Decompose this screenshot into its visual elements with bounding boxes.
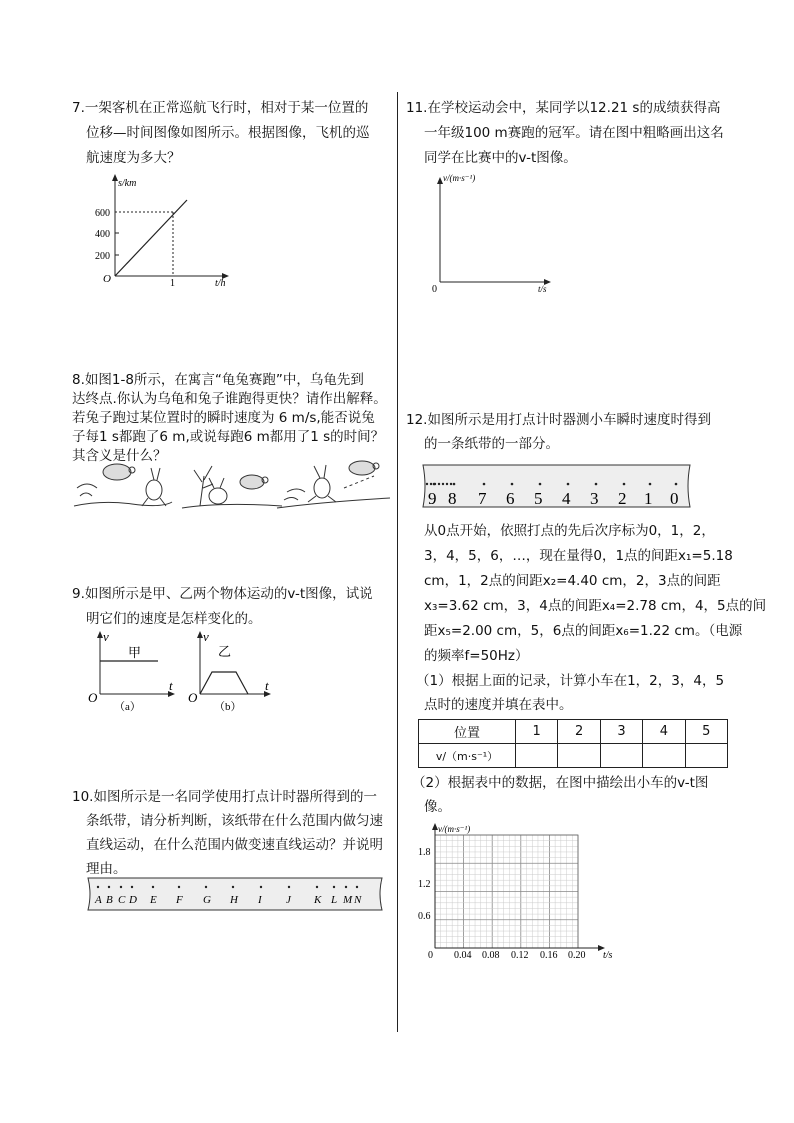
q12-cluster-dot [438, 483, 440, 485]
q12-number-6: 6 [506, 489, 515, 508]
q7-plot-line [115, 200, 187, 276]
q12-ytick-1.2: 1.2 [418, 879, 431, 890]
q7-x-label: t/h [215, 278, 226, 287]
q12-number-5: 5 [534, 489, 543, 508]
q10-letter-E: E [150, 894, 157, 906]
q12-desc-4: x₃=3.62 cm，3，4点的间距x₄=2.78 cm，4，5点的间 [424, 598, 767, 614]
q7-line-2: 位移—时间图像如图所示。根据图像，飞机的巡 [86, 125, 370, 141]
q12-dot-7 [483, 483, 486, 486]
q11-line-2: 一年级100 m赛跑的冠军。请在图中粗略画出这名 [424, 125, 724, 141]
q12-dot-2 [623, 483, 626, 486]
q8-line-5: 其含义是什么？ [72, 448, 167, 464]
q12-part1-line-2: 点时的速度并填在表中。 [424, 697, 573, 713]
q7-ytick-600: 600 [95, 208, 110, 219]
q9b-caption: （b） [214, 701, 242, 713]
q9a-label: 甲 [128, 645, 142, 660]
q12-dot-0 [675, 483, 678, 486]
q8-panel-2 [182, 466, 282, 508]
q10-line-3: 直线运动，在什么范围内做变速直线运动？并说明 [86, 837, 383, 853]
q12-graph-paper [435, 835, 578, 948]
q12-desc-6: 的频率f=50Hz） [424, 648, 529, 664]
q8-tortoise-hare-illustration [72, 458, 392, 516]
q9b-v-label: v [203, 629, 209, 644]
q10-dot-E [152, 886, 154, 888]
q10-dot-B [108, 886, 110, 888]
q11-line-1: 11.在学校运动会中，某同学以12.21 s的成绩获得高 [406, 100, 721, 116]
q12-dot-6 [511, 483, 514, 486]
q12-ytick-1.8: 1.8 [418, 847, 431, 858]
q7-line-3: 航速度为多大？ [86, 150, 181, 166]
q12-y-label: v/(m·s⁻¹) [438, 824, 471, 834]
q12-desc-2: 3，4，5，6，…，现在量得0，1点的间距x₁=5.18 [424, 548, 733, 564]
q12-cluster-dot [426, 483, 428, 485]
q12-cluster-dot [442, 483, 444, 485]
q12-line-2: 的一条纸带的一部分。 [424, 436, 559, 452]
q10-letter-M: M [343, 894, 353, 906]
q12-table-cell-3[interactable] [600, 744, 642, 768]
q11-y-label: v/(m·s⁻¹) [443, 173, 476, 183]
q12-table-cell-4[interactable] [643, 744, 685, 768]
q8-panel-3 [277, 461, 390, 508]
q9b-t-label: t [265, 678, 269, 693]
q10-letter-D: D [129, 894, 137, 906]
q9a-origin: O [88, 690, 98, 705]
q9a-caption: （a） [114, 701, 141, 713]
q12-velocity-time-grid-graph [418, 818, 623, 963]
q12-table-cell-5[interactable] [685, 744, 727, 768]
q10-letter-G: G [203, 894, 211, 906]
q12-table-row-label: v/（m·s⁻¹） [419, 744, 516, 768]
q12-number-8: 8 [448, 489, 457, 508]
q10-letter-C: C [118, 894, 126, 906]
q10-dot-A [97, 886, 99, 888]
q12-cluster-dot [430, 483, 432, 485]
q12-table-header-3: 3 [600, 720, 642, 744]
q10-dot-H [232, 886, 234, 888]
q11-velocity-time-graph [428, 170, 558, 295]
q10-paper-tape [86, 874, 388, 914]
q10-dot-L [333, 886, 335, 888]
q9-graph-b [188, 628, 288, 718]
q12-desc-3: cm，1，2点的间距x₂=4.40 cm，2，3点的间距 [424, 573, 721, 589]
q8-line-3: 若兔子跑过某位置时的瞬时速度为 6 m/s,能否说兔 [72, 410, 375, 426]
q12-number-7: 7 [478, 489, 487, 508]
q12-dot-1 [649, 483, 652, 486]
q7-displacement-time-graph [95, 172, 245, 287]
q10-dot-D [131, 886, 133, 888]
q9b-origin: O [188, 690, 198, 705]
q7-origin: O [103, 273, 111, 285]
q12-number-4: 4 [562, 489, 571, 508]
q9b-label: 乙 [218, 644, 232, 659]
q12-cluster-dot [450, 483, 452, 485]
q11-line-3: 同学在比赛中的v-t图像。 [424, 150, 577, 166]
q9-line-2: 明它们的速度是怎样变化的。 [86, 611, 262, 627]
q12-dot-4 [567, 483, 570, 486]
q12-table-cell-1[interactable] [516, 744, 558, 768]
q12-paper-tape [420, 462, 696, 510]
q12-table-header-2: 2 [558, 720, 600, 744]
q12-xtick-0.04: 0.04 [454, 950, 472, 961]
q7-line-1: 7.一架客机在正常巡航飞行时，相对于某一位置的 [72, 100, 369, 116]
q9b-plot-line [200, 672, 248, 694]
q12-dot-5 [539, 483, 542, 486]
q12-part2-line-1: （2）根据表中的数据，在图中描绘出小车的v-t图 [412, 775, 709, 791]
q8-line-2: 达终点.你认为乌龟和兔子谁跑得更快？请作出解释。 [72, 391, 387, 407]
q10-dot-J [288, 886, 290, 888]
q10-letter-B: B [106, 894, 113, 906]
q12-number-2: 2 [618, 489, 627, 508]
q10-letter-I: I [258, 894, 262, 906]
q8-panel-1 [74, 464, 172, 506]
q12-desc-1: 从0点开始，依照打点的先后次序标为0，1，2， [424, 523, 715, 539]
q7-y-label: s/km [118, 178, 137, 189]
q12-number-0: 0 [670, 489, 679, 508]
q10-dot-N [356, 886, 358, 888]
q12-table-header-1: 1 [516, 720, 558, 744]
q10-dot-G [205, 886, 207, 888]
q12-velocity-table [418, 719, 728, 768]
q12-part1-line-1: （1）根据上面的记录，计算小车在1，2，3，4，5 [416, 673, 725, 689]
q12-part2-line-2: 像。 [424, 799, 451, 815]
q8-line-1: 8.如图1-8所示，在寓言“龟兔赛跑”中，乌龟先到 [72, 372, 364, 388]
q10-dot-I [260, 886, 262, 888]
q12-xtick-0.12: 0.12 [511, 950, 529, 961]
q10-letter-K: K [314, 894, 322, 906]
column-divider [397, 92, 398, 1032]
q12-line-1: 12.如图所示是用打点计时器测小车瞬时速度时得到 [406, 412, 711, 428]
q10-dot-C [120, 886, 122, 888]
q10-letter-A: A [95, 894, 102, 906]
q12-table-header-position: 位置 [419, 720, 516, 744]
q12-table-header-4: 4 [643, 720, 685, 744]
q12-table-cell-2[interactable] [558, 744, 600, 768]
q10-line-1: 10.如图所示是一名同学使用打点计时器所得到的一 [72, 789, 377, 805]
q10-dot-K [316, 886, 318, 888]
q7-ytick-200: 200 [95, 251, 110, 262]
q12-number-1: 1 [644, 489, 653, 508]
q10-letter-L: L [331, 894, 338, 906]
q12-number-9: 9 [428, 489, 437, 508]
q10-letter-H: H [230, 894, 238, 906]
q8-line-4: 子每1 s都跑了6 m,或说每跑6 m都用了1 s的时间？ [72, 429, 385, 445]
q12-x-label: t/s [603, 950, 613, 961]
q12-ytick-0.6: 0.6 [418, 911, 431, 922]
q10-line-4: 理由。 [86, 861, 127, 877]
q9a-v-label: v [103, 629, 109, 644]
q12-dot-9 [433, 483, 436, 486]
q9-line-1: 9.如图所示是甲、乙两个物体运动的v-t图像，试说 [72, 586, 373, 602]
q12-origin: 0 [428, 950, 433, 961]
q12-table-velocity-row [419, 744, 728, 768]
q9-graph-a [88, 628, 188, 718]
q12-table-header-5: 5 [685, 720, 727, 744]
q12-xtick-0.08: 0.08 [482, 950, 500, 961]
q11-x-label: t/s [538, 284, 547, 294]
q12-xtick-0.16: 0.16 [540, 950, 558, 961]
q12-cluster-dot [446, 483, 448, 485]
q10-dot-F [178, 886, 180, 888]
q7-ytick-400: 400 [95, 229, 110, 240]
q12-number-3: 3 [590, 489, 599, 508]
q10-letter-N: N [354, 894, 362, 906]
q12-xtick-0.20: 0.20 [568, 950, 586, 961]
q11-origin: 0 [432, 284, 437, 295]
q10-line-2: 条纸带，请分析判断，该纸带在什么范围内做匀速 [86, 813, 383, 829]
q10-dot-M [345, 886, 347, 888]
q10-letter-F: F [176, 894, 183, 906]
q9a-t-label: t [169, 678, 173, 693]
q12-dot-3 [595, 483, 598, 486]
q12-desc-5: 距x₅=2.00 cm，5，6点的间距x₆=1.22 cm。（电源 [424, 623, 743, 639]
q12-table-header-row [419, 720, 728, 744]
q12-dot-8 [453, 483, 456, 486]
q10-letter-J: J [286, 894, 291, 906]
q7-xtick-1: 1 [170, 278, 175, 287]
